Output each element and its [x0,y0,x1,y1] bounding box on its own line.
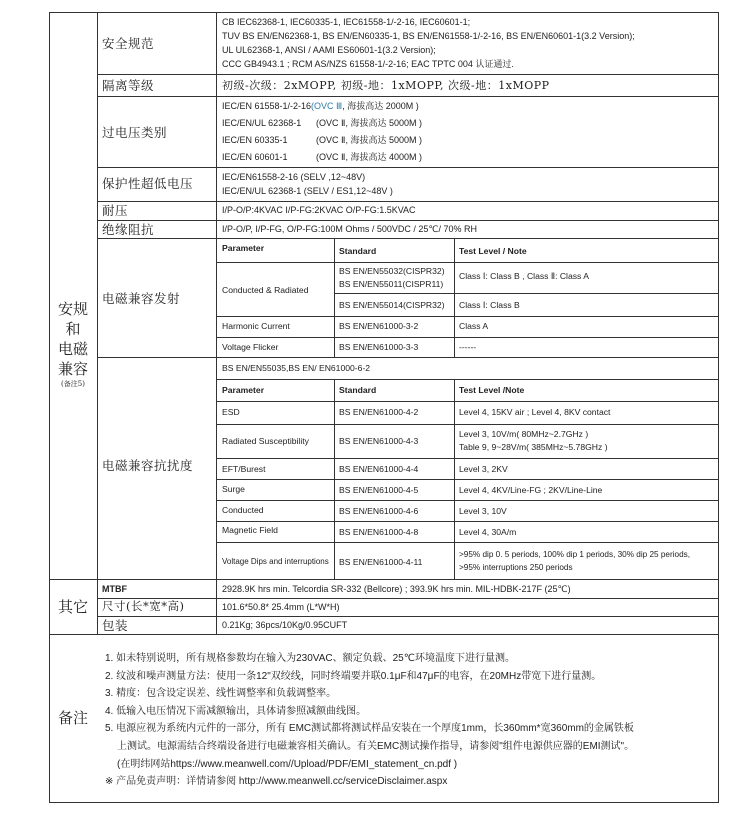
note-3: 3. 精度：包含设定误差、线性调整率和负载调整率。 [105,688,337,700]
immunity-rs-param: Radiated Susceptibility [222,436,309,446]
section-notes: 备注 [57,709,88,727]
immunity-header-note: Test Level /Note [459,385,525,395]
immunity-mf-note: Level 4, 30A/m [459,527,517,537]
immunity-header-standard: Standard [339,385,377,395]
immunity-rs-note: Level 3, 10V/m( 80MHz~2.7GHz ) Table 9, 9~28V/m( 385MHz~5.78GHz ) [459,429,608,452]
immunity-dips-param: Voltage Dips and interruptions [222,557,329,566]
immunity-eft-note: Level 3, 2KV [459,464,508,474]
note-5-cont: 上测试。电源需结合终端设备进行电磁兼容相关确认。有关EMC测试操作指导，请参阅"组件电源供应器的EMI测试"。 [117,740,635,752]
safety-standards-value: CB IEC62368-1, IEC60335-1, IEC61558-1/-2-16, IEC60601-1; TUV BS EN/EN62368-1, BS EN/EN60335-1, BS EN/EN61558-1/-2-16, BS EN/EN60601-1(3.2 Version); UL UL62368-1, ANSI / AAMI ES60601-1(3.2 Version); CCC GB4943.1 ; RCM AS/NZS 61558-1/-2-16; EAC TPTC 004 认证通过. [222,17,635,69]
emc-immunity-label: 电磁兼容抗扰度 [102,458,194,473]
pselv-label: 保护性超低电压 [102,176,194,191]
note-2: 2. 纹波和噪声测量方法：使用一条12"双绞线，同时终端要并联0.1μF和47μF的电容，在20MHz带宽下进行量测。 [105,670,602,682]
emission-header-parameter: Parameter [222,243,265,253]
immunity-cs-std: BS EN/EN61000-4-6 [339,506,419,516]
note-4: 4. 低输入电压情况下需减额输出，具体请参照减额曲线图。 [105,705,367,717]
insulation-label: 绝缘阻抗 [102,222,155,237]
isolation-value: 初级-次级：2xMOPP, 初级-地：1xMOPP, 次级-地：1xMOPP [222,79,550,92]
note-5: 5. 电源应视为系统内元件的一部分，所有 EMC测试都将测试样品安装在一个厚度1mm，长360mm*宽360mm的金属铁板 [105,723,634,735]
withstand-label: 耐压 [102,203,129,218]
immunity-esd-std: BS EN/EN61000-4-2 [339,407,419,417]
emission-conducted-std: BS EN/EN55032(CISPR32) BS EN/EN55011(CISPR11) [339,266,445,289]
mtbf-value: 2928.9K hrs min. Telcordia SR-332 (Bellcore) ; 393.9K hrs min. MIL-HDBK-217F (25℃) [222,584,571,594]
withstand-value: I/P-O/P:4KVAC I/P-FG:2KVAC O/P-FG:1.5KVAC [222,205,416,215]
immunity-surge-note: Level 4, 4KV/Line-FG ; 2KV/Line-Line [459,485,603,495]
immunity-eft-std: BS EN/EN61000-4-4 [339,464,419,474]
isolation-label: 隔离等级 [102,78,155,93]
immunity-dips-std: BS EN/EN61000-4-11 [339,557,423,567]
immunity-mf-std: BS EN/EN61000-4-8 [339,527,419,537]
immunity-cs-param: Conducted [222,505,264,515]
emission-flicker-param: Voltage Flicker [222,342,279,352]
overvoltage-std-list: IEC/EN 61558-1/-2-16 IEC/EN/UL 62368-1 IEC/EN 60335-1 IEC/EN 60601-1 [222,101,312,162]
notes-list [105,650,634,791]
immunity-esd-note: Level 4, 15KV air ; Level 4, 8KV contact [459,407,611,417]
emission-conducted-std3: BS EN/EN55014(CISPR32) [339,300,445,310]
emission-harmonic-std: BS EN/EN61000-3-2 [339,321,419,331]
immunity-esd-param: ESD [222,407,240,417]
dimension-label: 尺寸(长*宽*高) [102,599,185,613]
spec-sheet: 安规 和 电磁 兼容 (备注5) 其它 备注 安全规范 CB IEC62368-1, IEC60335-1, IEC61558-1/-2-16, IEC60601-1; TUV BS EN/EN62368-1, BS EN/EN60335-1, BS EN/EN61558-1/-2-16, BS EN/EN60601-1(3.2 Version); UL UL62368-1, ANSI / AAMI ES60601-1(3.2 Version); CCC GB4943.1 ; RCM AS/NZS 61558-1/-2-16; EAC TPTC 004 认证通过. 隔离等级 初级-次级：2xMOPP, 初级-地：1xMOPP, 次级-地：1xMOPP 过电压类别 IEC/EN 61558-1/-2-16 IEC/EN/UL 62368-1 IEC/EN 60335-1 IEC/EN 60601-1 (OVC Ⅲ, 海拔高达 2000M ) (OVC Ⅱ, 海拔高达 5000M ) (OVC Ⅱ, 海拔高达 5000M ) (OVC Ⅱ, 海拔高达 4000M ) 保护性超低电压 IEC/EN61558-2-16 (SELV ,12~48V) IEC/EN/UL 62368-1 (SELV / ES1,12~48V ) 耐压 I/P-O/P:4KVAC I/P-FG:2KVAC O/P-FG:1.5KVAC 绝缘阻抗 I/P-O/P, I/P-FG, O/P-FG:100M Ohms / 500VDC / 25℃/ 70% RH 电磁兼容发射 Parameter Standard Test Level / Note Conducted & Radiated BS EN/EN55032(CISPR32) BS EN/EN55011(CISPR11) Class Ⅰ: Class B , Class Ⅱ: Class A BS EN/EN55014(CISPR32) Class Ⅰ: Class B Harmonic Current BS EN/EN61000-3-2 Class A Voltage Flicker BS EN/EN61000-3-3 ------ 电磁兼容抗扰度 BS EN/EN55035,BS EN/ EN61000-6-2 Parameter Standard Test Level /Note ESD BS EN/EN61000-4-2 Level 4, 15KV air ; Level 4, 8KV contact Radiated Susceptibility BS EN/EN61000-4-3 Level 3, 10V/m( 80MHz~2.7GHz ) Table 9, 9~28V/m( 385MHz~5.78GHz ) EFT/Burest BS EN/EN61000-4-4 Level 3, 2KV Surge BS EN/EN61000-4-5 Level 4, 4KV/Line-FG ; 2KV/Line-Line Conducted BS EN/EN61000-4-6 Level 3, 10V Magnetic Field BS EN/EN61000-4-8 Level 4, 30A/m Voltage Dips and interruptions BS EN/EN61000-4-11 >95% dip 0. 5 periods, 100% dip 1 periods, 30% dip 25 periods, >95% interruptions 250 periods MTBF 2928.9K hrs min. Telcordia SR-332 (Bellcore) ; 393.9K hrs min. MIL-HDBK-217F (25℃) 尺寸(长*宽*高) 101.6*50.8* 25.4mm (L*W*H) 包装 0.21Kg; 36pcs/10Kg/0.95CUFT 1. 如未特别说明，所有规格参数均在输入为230VAC、额定负载、25℃环境温度下进行量测。 2. 纹波和噪声测量方法：使用一条12"双绞线，同时终端要并联0.1μF和47μF的电容，在20MHz带宽下进行量测。 3. 精度：包含设定误差、线性调整率和负载调整率。 4. 低输入电压情况下需减额输出，具体请参照减额曲线图。 5. 电源应视为系统内元件的一部分，所有 EMC测试都将测试样品安装在一个厚度1mm，长360mm*宽360mm的金属铁板 上测试。电源需结合终端设备进行电磁兼容相关确认。有关EMC测试操作指导，请参阅"组件电源供应器的EMI测试"。 (在明纬网站https://www.meanwell.com//Upload/PDF/EMI_statement_cn.pdf ) ※ 产品免责声明：详情请参阅 http://www.meanwell.cc/serviceDisclaimer.aspx [49,12,719,803]
immunity-surge-param: Surge [222,484,245,494]
immunity-dips-note: >95% dip 0. 5 periods, 100% dip 1 periods, 30% dip 25 periods, >95% interruptions 250 periods [459,550,690,572]
packing-value: 0.21Kg; 36pcs/10Kg/0.95CUFT [222,620,348,630]
immunity-surge-std: BS EN/EN61000-4-5 [339,485,419,495]
emc-emission-label: 电磁兼容发射 [102,291,181,306]
safety-standards-label: 安全规范 [102,36,155,51]
immunity-eft-param: EFT/Burest [222,464,266,474]
emission-harmonic-note: Class A [459,321,489,331]
immunity-cs-note: Level 3, 10V [459,506,507,516]
immunity-rs-std: BS EN/EN61000-4-3 [339,436,419,446]
section-others: 其它 [57,598,88,616]
packing-label: 包装 [102,618,129,633]
section-safety-emc: 安规 和 电磁 兼容 (备注5) [57,300,88,388]
emission-header-note: Test Level / Note [459,246,527,256]
emission-header-standard: Standard [339,246,377,256]
pselv-value: IEC/EN61558-2-16 (SELV ,12~48V) IEC/EN/UL 62368-1 (SELV / ES1,12~48V ) [222,172,393,196]
emission-conducted-note3: Class Ⅰ: Class B [459,300,520,310]
emission-conducted-note: Class Ⅰ: Class B , Class Ⅱ: Class A [459,271,589,281]
emission-conducted-param: Conducted & Radiated [222,285,309,295]
emission-flicker-note: ------ [459,342,477,352]
emission-harmonic-param: Harmonic Current [222,321,290,331]
dimension-value: 101.6*50.8* 25.4mm (L*W*H) [222,602,340,612]
insulation-value: I/P-O/P, I/P-FG, O/P-FG:100M Ohms / 500VDC / 25℃/ 70% RH [222,224,478,234]
mtbf-label: MTBF [102,584,127,594]
immunity-mf-param: Magnetic Field [222,525,278,535]
immunity-top-line: BS EN/EN55035,BS EN/ EN61000-6-2 [222,363,371,373]
overvoltage-cat-list: (OVC Ⅲ, 海拔高达 2000M ) [311,101,419,111]
immunity-header-parameter: Parameter [222,385,265,395]
note-1: 1. 如未特别说明，所有规格参数均在输入为230VAC、额定负载、25℃环境温度下进行量测。 [105,653,515,664]
note-5-link[interactable]: (在明纬网站https://www.meanwell.com//Upload/PDF/EMI_statement_cn.pdf ) [117,758,458,770]
emission-flicker-std: BS EN/EN61000-3-3 [339,342,419,352]
disclaimer-note[interactable]: ※ 产品免责声明：详情请参阅 http://www.meanwell.cc/serviceDisclaimer.aspx [105,776,448,788]
overvoltage-label: 过电压类别 [102,125,168,140]
